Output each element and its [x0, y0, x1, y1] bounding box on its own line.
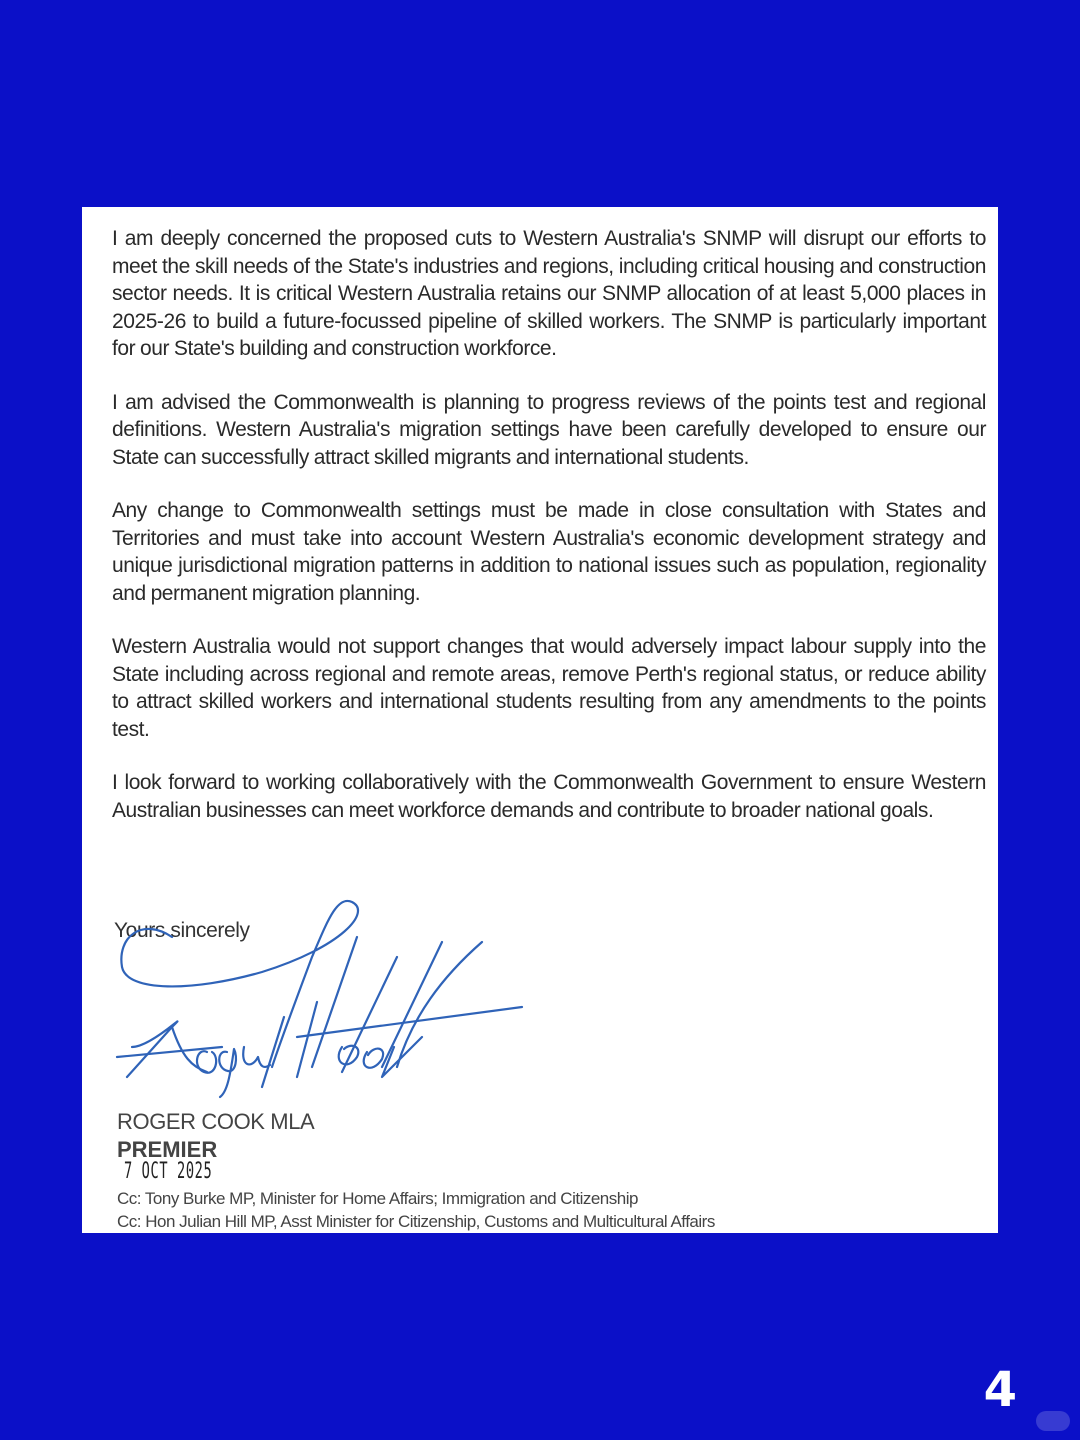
letter-paragraph-2: I am advised the Commonwealth is planning to progress reviews of the points test and regional definitions. Western Australia's migration settings have been carefully developed to ensure our State can successfully attract skilled migrants and international students.	[112, 390, 986, 469]
letter-page	[82, 207, 998, 1233]
letter-paragraph-4: Western Australia would not support changes that would adversely impact labour supply into the State including across regional and remote areas, remove Perth's regional status, or reduce ability to attract skilled workers and international students resulting from any amendments to the points test.	[112, 635, 986, 741]
letter-paragraph-3: Any change to Commonwealth settings must be made in close consultation with States and Territories and must take into account Western Australia's economic development strategy and unique jurisdictional migration patterns in addition to national issues such as population, regionality and permanent migration planning.	[112, 499, 986, 605]
handwritten-signature	[112, 897, 542, 1107]
cc-line-1: Cc: Tony Burke MP, Minister for Home Affairs; Immigration and Citizenship	[117, 1189, 638, 1208]
signer-name: ROGER COOK MLA	[117, 1109, 315, 1134]
signer-title: PREMIER	[117, 1137, 218, 1162]
date-stamp: 7 OCT 2025	[124, 1159, 213, 1184]
cc-line-2: Cc: Hon Julian Hill MP, Asst Minister for Citizenship, Customs and Multicultural Affairs	[117, 1212, 715, 1231]
letter-paragraph-1: I am deeply concerned the proposed cuts to Western Australia's SNMP will disrupt our efforts to meet the skill needs of the State's industries and regions, including critical housing and construction sector needs. It is critical Western Australia retains our SNMP allocation of at least 5,000 places in 2025-26 to build a future-focussed pipeline of skilled workers. The SNMP is particularly important for our State's building and construction workforce.	[112, 227, 986, 360]
page-number: 4	[983, 1362, 1017, 1418]
closing-salutation: Yours sincerely	[114, 919, 250, 942]
watermark-logo	[1036, 1411, 1070, 1431]
letter-paragraph-5: I look forward to working collaboratively with the Commonwealth Government to ensure Western Australian businesses can meet workforce demands and contribute to broader national goals.	[112, 771, 986, 822]
